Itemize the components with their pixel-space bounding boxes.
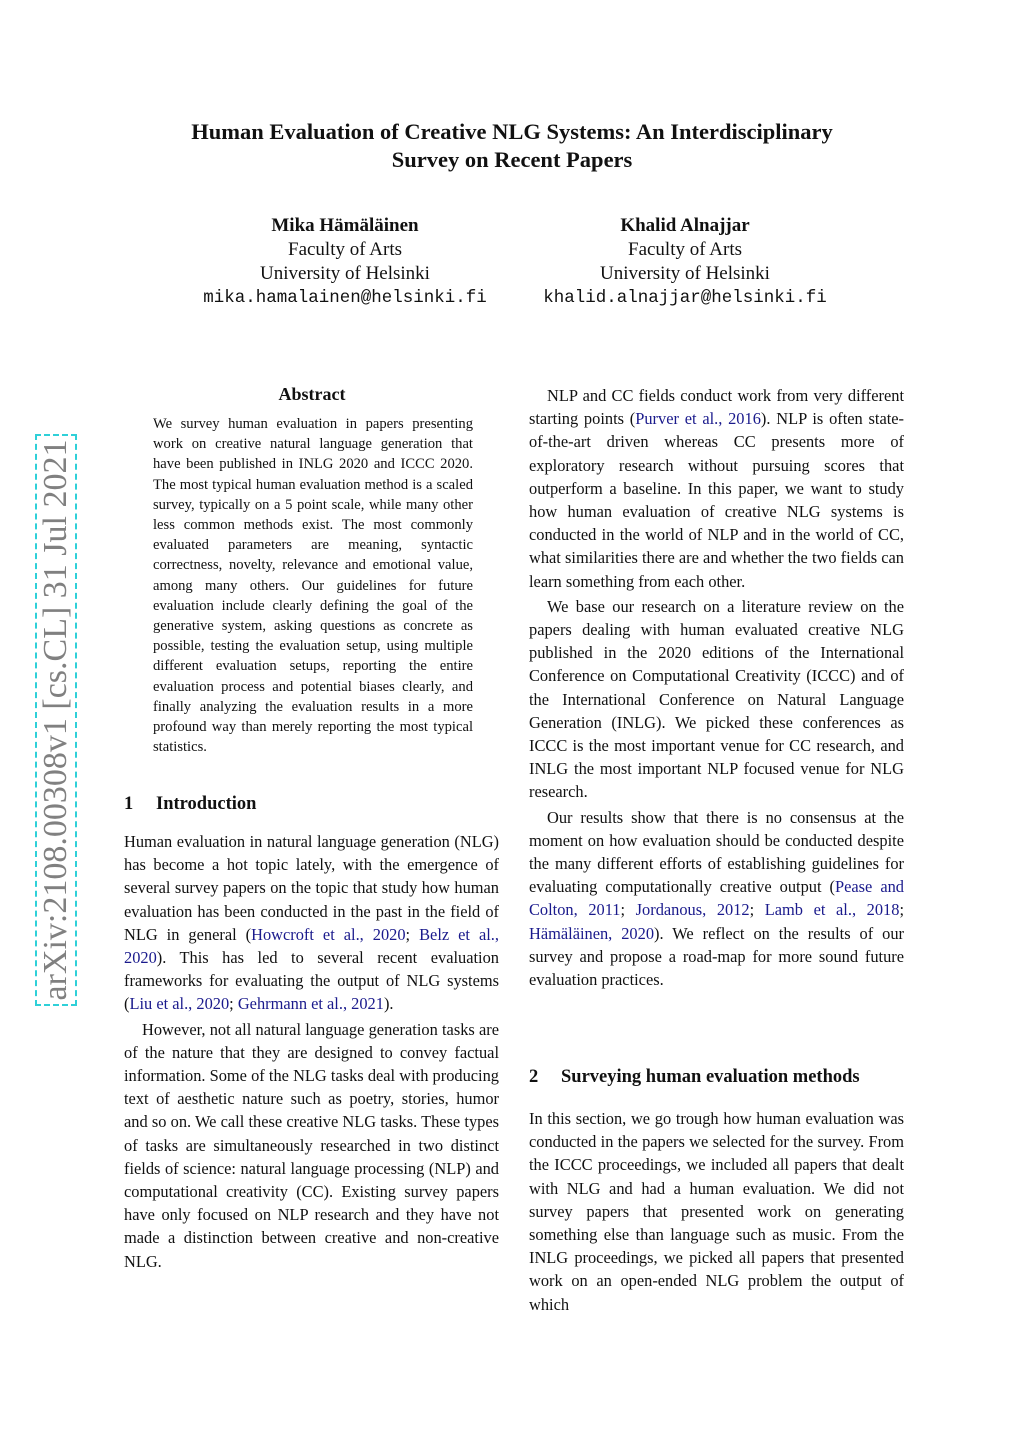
text-run: Human evaluation in natural language generation (NLG) has become a hot topic lately, with the emergence of several survey papers on the topic that study how human evaluation has been conducted in the past in the field of NLG in general ( bbox=[124, 832, 499, 944]
author-block-2 bbox=[520, 214, 850, 310]
arxiv-stamp bbox=[35, 220, 75, 1220]
right-column-section-2 bbox=[529, 1107, 904, 1316]
section-number: 1 bbox=[124, 794, 134, 814]
citation-link[interactable]: Hämäläinen, 2020 bbox=[529, 923, 655, 943]
author-name: Mika Hämäläinen bbox=[271, 215, 419, 236]
arxiv-id: arXiv:2108.00308v1 [cs.CL] 31 Jul 2021 bbox=[35, 434, 77, 1007]
author-block-1 bbox=[180, 214, 510, 310]
left-column bbox=[124, 830, 499, 1273]
author-university: University of Helsinki bbox=[600, 263, 770, 284]
section-title: Surveying human evaluation methods bbox=[561, 1067, 860, 1087]
paragraph bbox=[124, 830, 499, 1016]
author-affiliation: Faculty of Arts bbox=[628, 239, 742, 260]
title-line-1: Human Evaluation of Creative NLG Systems: An Interdisciplinary bbox=[191, 119, 833, 144]
author-university: University of Helsinki bbox=[260, 263, 430, 284]
abstract-text: We survey human evaluation in papers presenting work on creative natural language generation that have been published in INLG 2020 and ICCC 2020. The most typical human evaluation method is a scaled survey, typically on a 5 point scale, while many other less common methods exist. The most commonly evaluated parameters are meaning, syntactic correctness, novelty, relevance and emotional value, among many others. Our guidelines for future evaluation include clearly defining the goal of the generative system, asking questions as concrete as possible, testing the evaluation setup, using multiple different evaluation setups, reporting the entire evaluation process and potential biases clearly, and finally analyzing the evaluation results in a more profound way than merely reporting the most typical statistics. bbox=[153, 416, 473, 756]
text-run: ; bbox=[229, 994, 238, 1014]
author-affiliation: Faculty of Arts bbox=[288, 239, 402, 260]
citation-link[interactable]: Howcroft et al., 2020 bbox=[251, 924, 406, 944]
text-run: ). We reflect on the results of our survey and propose a road-map for more sound future evaluation practices. bbox=[529, 923, 904, 990]
paragraph bbox=[529, 806, 904, 992]
paragraph: We base our research on a literature review on the papers dealing with human evaluated creative NLG published in the 2020 editions of the International Conference on Computational Creativity (ICCC) and of the International Conference on Natural Language Generation (INLG). We picked these conferences as ICCC is the most important venue for CC research, and INLG the most important NLP focused venue for NLG research. bbox=[529, 596, 904, 802]
citation-link[interactable]: Pease and Colton, 2011 bbox=[529, 877, 904, 920]
citation-link[interactable]: Purver et al., 2016 bbox=[635, 409, 761, 429]
text-run: ). NLP is often state-of-the-art driven whereas CC presents more of exploratory research without pursuing scores that outperform a baseline. In this paper, we want to study how human evaluation of creative NLG systems is conducted in the world of NLP and in the world of CC, what similarities there are and whether the two fields can learn something from each other. bbox=[529, 409, 905, 591]
right-column bbox=[529, 384, 904, 991]
paper-title bbox=[100, 118, 924, 174]
author-name: Khalid Alnajjar bbox=[620, 215, 750, 236]
section-number: 2 bbox=[529, 1067, 539, 1087]
text-run: Our results show that there is no consensus at the moment on how evaluation should be conducted despite the many different efforts of establishing guidelines for evaluating computationally creative output ( bbox=[529, 807, 904, 897]
section-heading-introduction bbox=[124, 794, 256, 815]
text-run: ; bbox=[749, 900, 765, 920]
text-run: ; bbox=[405, 924, 420, 944]
author-email[interactable]: khalid.alnajjar@helsinki.fi bbox=[543, 288, 827, 308]
text-run: ; bbox=[620, 900, 636, 920]
citation-link[interactable]: Gehrmann et al., 2021 bbox=[237, 994, 384, 1014]
citation-link[interactable]: Liu et al., 2020 bbox=[129, 994, 230, 1014]
citation-link[interactable]: Jordanous, 2012 bbox=[635, 900, 750, 920]
citation-link[interactable]: Lamb et al., 2018 bbox=[764, 900, 900, 920]
title-line-2: Survey on Recent Papers bbox=[391, 147, 633, 172]
text-run: ). This has led to several recent evaluation frameworks for evaluating the output of NLG systems ( bbox=[124, 948, 499, 1014]
author-email[interactable]: mika.hamalainen@helsinki.fi bbox=[203, 288, 487, 308]
text-run: NLP and CC fields conduct work from very different starting points ( bbox=[529, 386, 904, 429]
abstract-heading: Abstract bbox=[278, 384, 346, 404]
paragraph: In this section, we go trough how human evaluation was conducted in the papers we selected for the survey. From the ICCC proceedings, we included all papers that dealt with NLG and had a human evaluation. We did not survey papers that presented work on generating something else than language such as music. From the INLG proceedings, we picked all papers that presented work on an open-ended NLG problem the output of which bbox=[529, 1109, 904, 1314]
citation-link[interactable]: Belz et al., 2020 bbox=[124, 924, 499, 968]
paragraph bbox=[529, 384, 904, 593]
text-run: ; bbox=[899, 900, 904, 920]
section-heading-surveying bbox=[529, 1067, 860, 1088]
section-title: Introduction bbox=[156, 794, 257, 814]
text-run: ). bbox=[383, 994, 394, 1014]
paragraph: However, not all natural language generation tasks are of the nature that they are designed to convey factual information. Some of the NLG tasks deal with producing text of aesthetic nature such as poetry, stories, humor and so on. We call these creative NLG tasks. These types of tasks are simultaneously researched in two distinct fields of science: natural language processing (NLP) and computational creativity (CC). Existing survey papers have only focused on NLP research and they have not made a distinction between creative and non-creative NLG. bbox=[124, 1019, 499, 1271]
